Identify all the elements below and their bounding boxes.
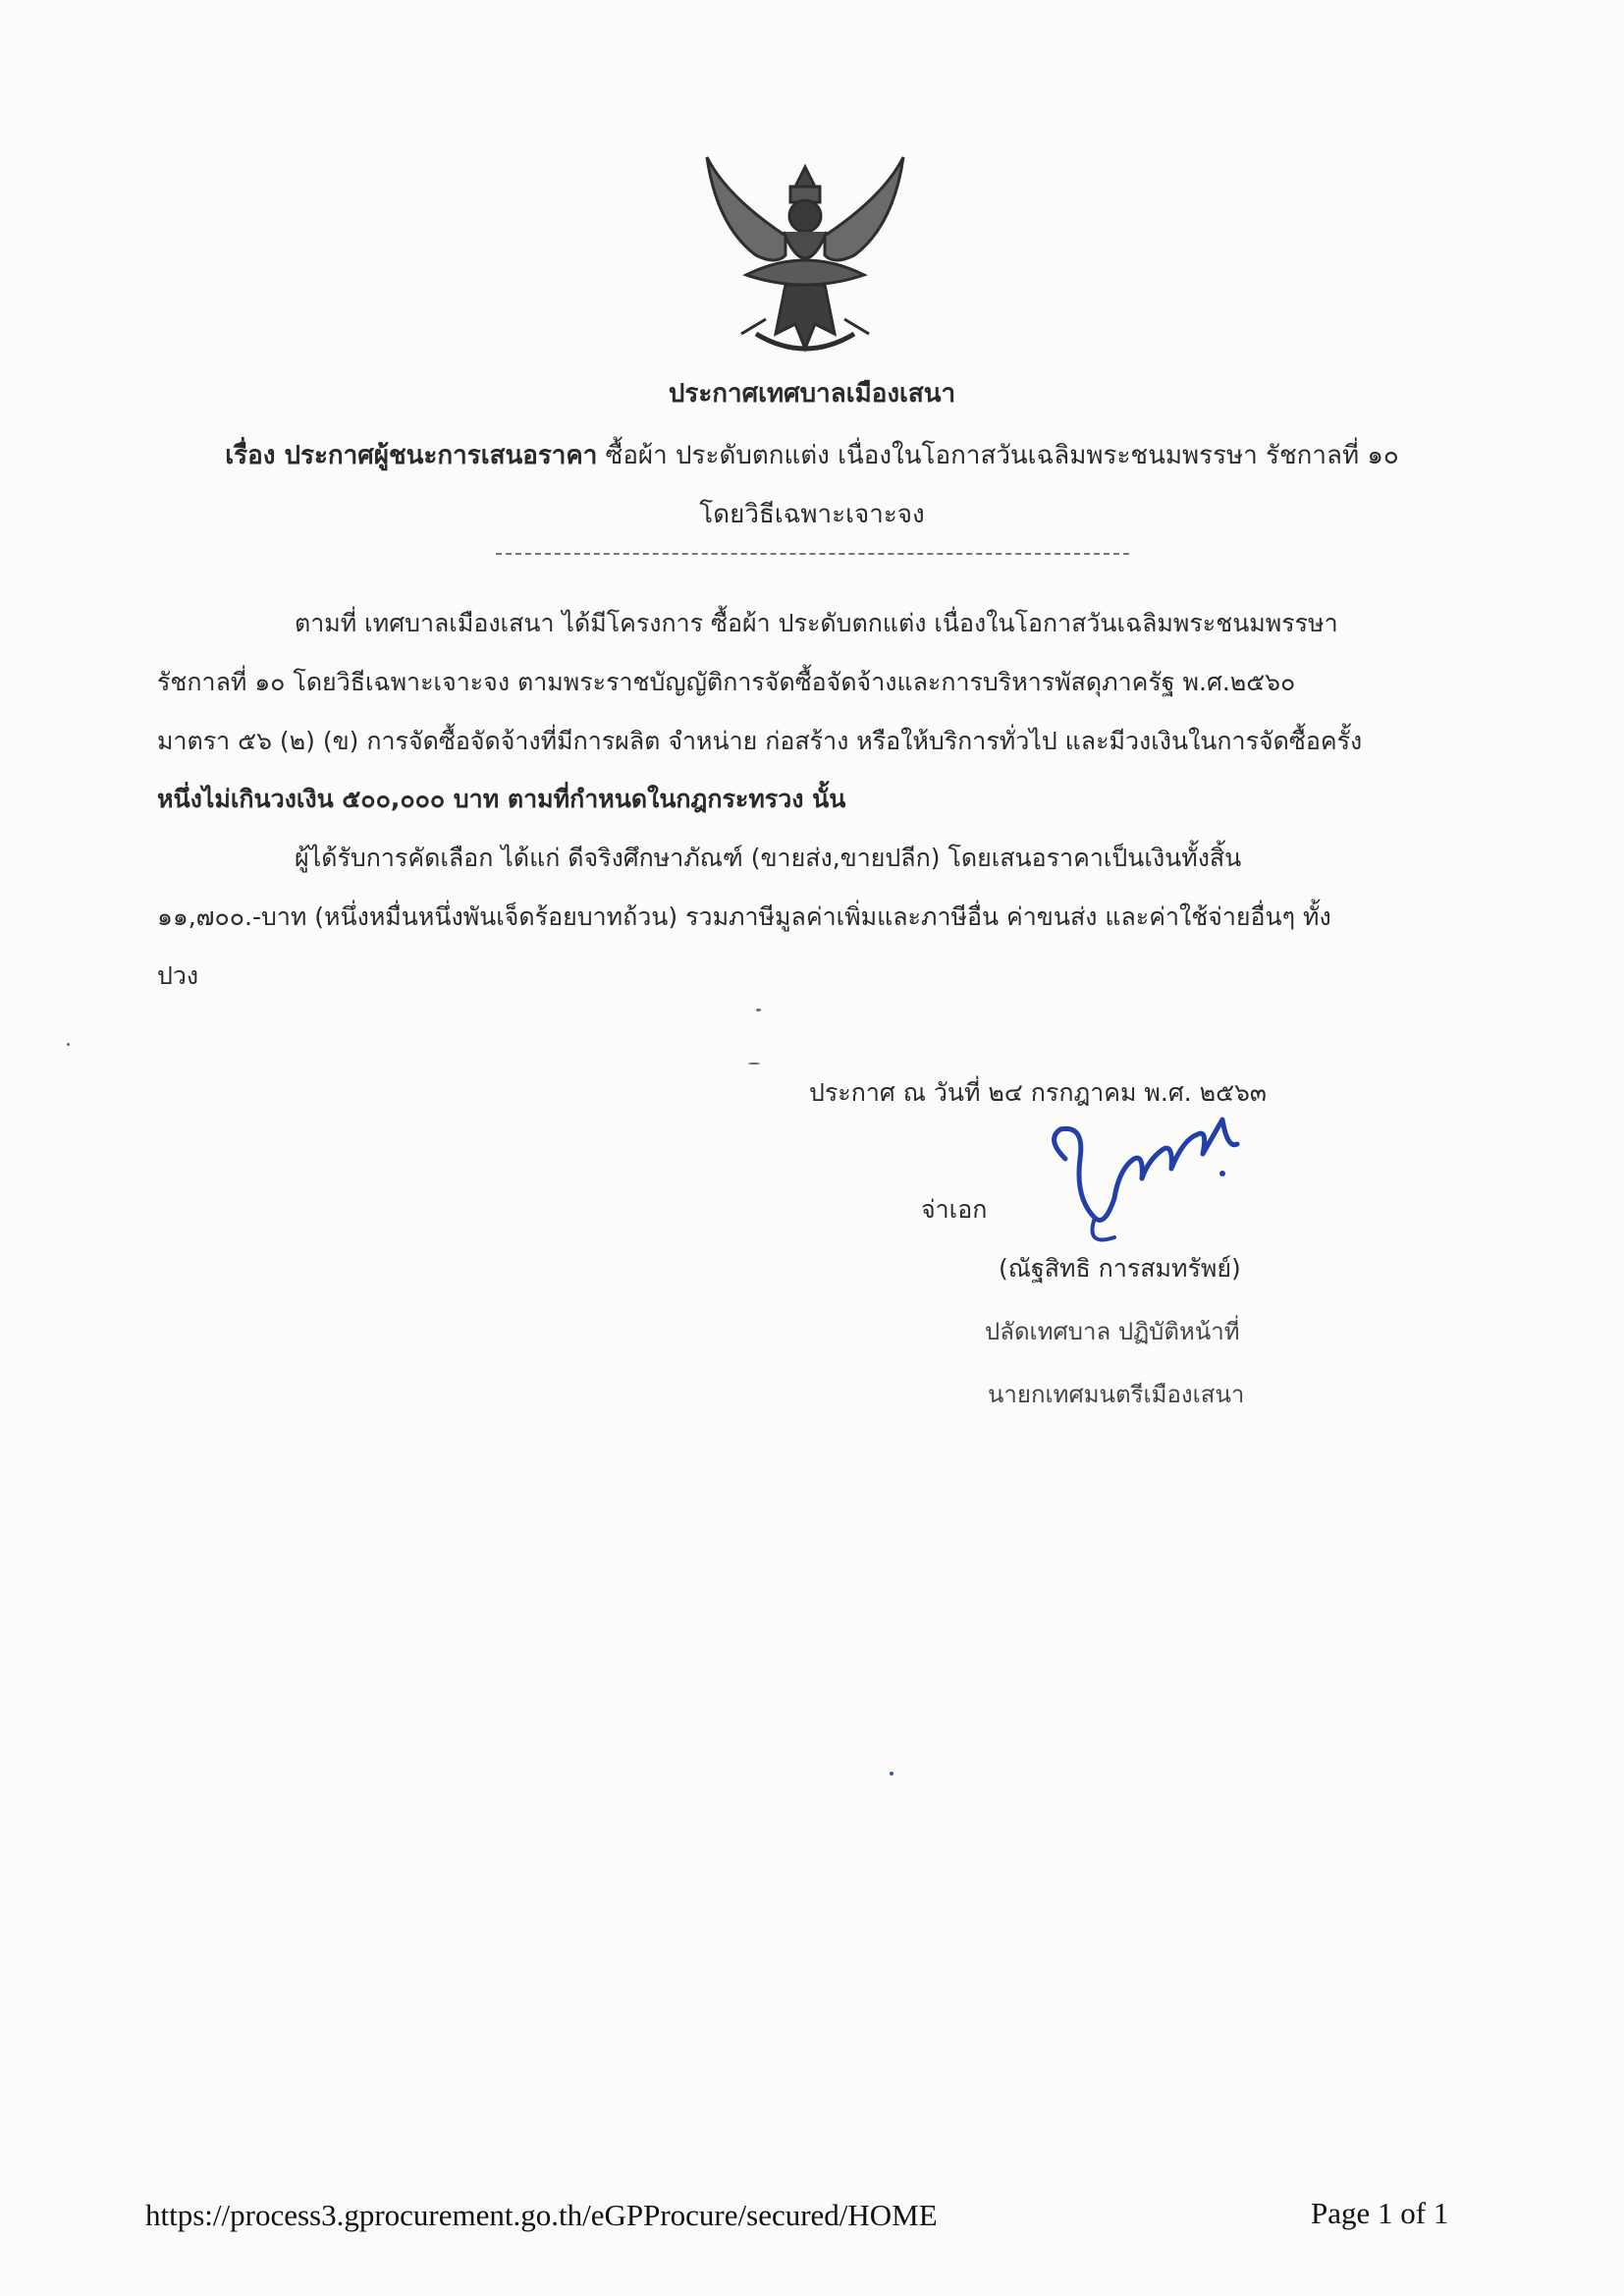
announcement-subject-line2: โดยวิธีเฉพาะเจาะจง xyxy=(699,500,925,529)
announcement-date: ประกาศ ณ วันที่ ๒๔ กรกฎาคม พ.ศ. ๒๕๖๓ xyxy=(809,1078,1267,1107)
signer-name: (ณัฐสิทธิ การสมทรัพย์) xyxy=(999,1254,1241,1283)
body-line-7: ปวง xyxy=(157,961,199,990)
scan-speck xyxy=(890,1772,893,1776)
footer-page-number: Page 1 of 1 xyxy=(1311,2196,1449,2230)
body-line-3: มาตรา ๕๖ (๒) (ข) การจัดซื้อจัดจ้างที่มีการผลิต จำหน่าย ก่อสร้าง หรือให้บริการทั่วไป และมีวงเงินในการจัดซื้อครั้ง xyxy=(157,727,1363,755)
subject-prefix: เรื่อง ประกาศผู้ชนะการเสนอราคา xyxy=(225,441,598,470)
footer-url: https://process3.gprocurement.go.th/eGPProcure/secured/HOME xyxy=(145,2198,938,2232)
announcement-subject xyxy=(0,435,1624,475)
signer-position-2: นายกเทศมนตรีเมืองเสนา xyxy=(988,1381,1245,1408)
body-line-6: ๑๑,๗๐๐.-บาท (หนึ่งหมื่นหนึ่งพันเจ็ดร้อยบาทถ้วน) รวมภาษีมูลค่าเพิ่มและภาษีอื่น ค่าขนส่ง และค่าใช้จ่ายอื่นๆ ทั้ง xyxy=(157,902,1331,931)
body-line-5: ผู้ได้รับการคัดเลือก ได้แก่ ดีจริงศึกษาภัณฑ์ (ขายส่ง,ขายปลีก) โดยเสนอราคาเป็นเงินทั้งสิ้น xyxy=(295,844,1242,872)
signer-rank: จ่าเอก xyxy=(921,1195,988,1224)
announcement-title: ประกาศเทศบาลเมืองเสนา xyxy=(668,379,956,409)
scan-speck xyxy=(67,1043,70,1046)
body-line-2: รัชกาลที่ ๑๐ โดยวิธีเฉพาะเจาะจง ตามพระราชบัญญัติการจัดซื้อจัดจ้างและการบริหารพัสดุภาครัฐ พ.ศ.๒๕๖๐ xyxy=(157,668,1296,696)
subject-rest: ซื้อผ้า ประดับตกแต่ง เนื่องในโอกาสวันเฉลิมพระชนมพรรษา รัชกาลที่ ๑๐ xyxy=(597,441,1399,470)
scan-speck xyxy=(748,1063,760,1065)
handwritten-signature xyxy=(1026,1100,1252,1257)
scan-speck xyxy=(756,1009,761,1011)
body-line-4: หนึ่งไม่เกินวงเงิน ๕๐๐,๐๐๐ บาท ตามที่กำหนดในกฎกระทรวง นั้น xyxy=(157,785,846,813)
garuda-emblem xyxy=(687,137,923,373)
signer-position-1: ปลัดเทศบาล ปฏิบัติหน้าที่ xyxy=(985,1318,1240,1345)
body-line-1: ตามที่ เทศบาลเมืองเสนา ได้มีโครงการ ซื้อผ้า ประดับตกแต่ง เนื่องในโอกาสวันเฉลิมพระชนมพรรษา xyxy=(295,609,1338,637)
header-divider xyxy=(496,553,1129,555)
